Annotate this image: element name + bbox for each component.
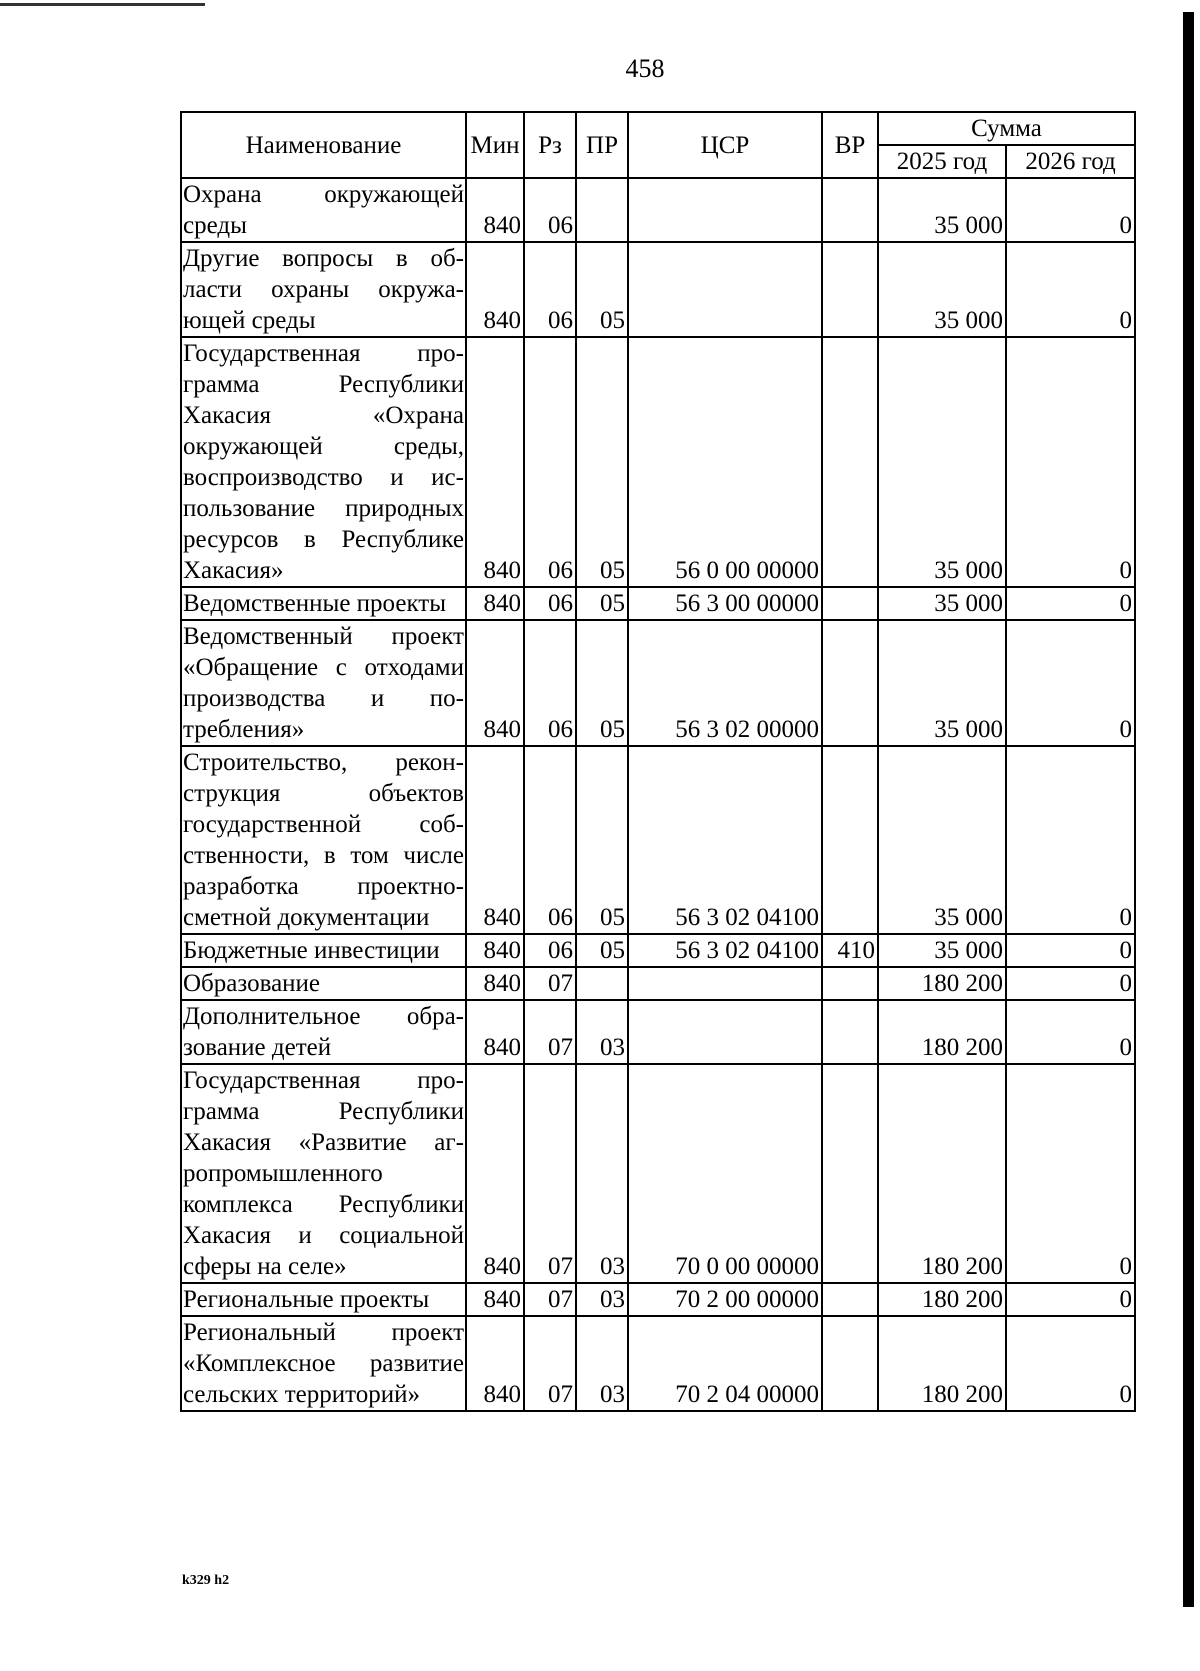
- cell-vr: [822, 620, 878, 746]
- cell-sum-2025: 35 000: [878, 242, 1006, 337]
- table-row: [181, 620, 1135, 746]
- cell-name: Региональные проекты: [181, 1283, 466, 1316]
- cell-rz: 06: [524, 587, 576, 620]
- header-min: Мин: [466, 112, 524, 178]
- footer-code: k329 h2: [182, 1573, 230, 1588]
- cell-vr: [822, 1064, 878, 1283]
- cell-csr: 56 3 02 04100: [628, 746, 822, 934]
- cell-sum-2026: 0: [1006, 967, 1135, 1000]
- cell-name: Другие вопросы в области охраны окружающей среды: [181, 242, 466, 337]
- cell-min: 840: [466, 746, 524, 934]
- cell-pr: 05: [576, 934, 628, 967]
- budget-table: [180, 111, 1136, 1412]
- cell-rz: 06: [524, 242, 576, 337]
- cell-csr: 56 3 02 00000: [628, 620, 822, 746]
- cell-csr: [628, 242, 822, 337]
- cell-sum-2025: 180 200: [878, 1316, 1006, 1411]
- cell-pr: [576, 967, 628, 1000]
- cell-sum-2026: 0: [1006, 587, 1135, 620]
- cell-min: 840: [466, 934, 524, 967]
- page-number: 458: [625, 54, 665, 83]
- cell-csr: [628, 967, 822, 1000]
- cell-min: 840: [466, 242, 524, 337]
- cell-min: 840: [466, 1000, 524, 1064]
- header-year-2026: 2026 год: [1006, 145, 1135, 178]
- cell-sum-2025: 35 000: [878, 746, 1006, 934]
- cell-csr: 56 3 00 00000: [628, 587, 822, 620]
- header-csr: ЦСР: [628, 112, 822, 178]
- table-row: [181, 1064, 1135, 1283]
- cell-csr: 70 0 00 00000: [628, 1064, 822, 1283]
- cell-rz: 07: [524, 1064, 576, 1283]
- cell-rz: 07: [524, 1283, 576, 1316]
- cell-sum-2026: 0: [1006, 178, 1135, 242]
- cell-min: 840: [466, 620, 524, 746]
- cell-name: Региональный проект «Комплексное развитие сельских территорий»: [181, 1316, 466, 1411]
- cell-sum-2025: 180 200: [878, 1000, 1006, 1064]
- cell-pr: [576, 178, 628, 242]
- cell-name: Ведомственный проект «Обращение с отходами производства и потребления»: [181, 620, 466, 746]
- cell-min: 840: [466, 1283, 524, 1316]
- table-row: [181, 587, 1135, 620]
- header-year-2025: 2025 год: [878, 145, 1006, 178]
- cell-min: 840: [466, 1064, 524, 1283]
- cell-min: 840: [466, 1316, 524, 1411]
- cell-name: Ведомственные проекты: [181, 587, 466, 620]
- cell-rz: 07: [524, 1316, 576, 1411]
- cell-sum-2026: 0: [1006, 1064, 1135, 1283]
- cell-sum-2025: 35 000: [878, 587, 1006, 620]
- cell-csr: 70 2 00 00000: [628, 1283, 822, 1316]
- cell-pr: 03: [576, 1000, 628, 1064]
- cell-vr: 410: [822, 934, 878, 967]
- cell-rz: 07: [524, 1000, 576, 1064]
- cell-sum-2026: 0: [1006, 746, 1135, 934]
- cell-name: Строительство, реконструкция объектов государственной собственности, в том числе разработка проектно-сметной документации: [181, 746, 466, 934]
- cell-name: Дополнительное образование детей: [181, 1000, 466, 1064]
- cell-vr: [822, 967, 878, 1000]
- cell-vr: [822, 746, 878, 934]
- cell-rz: 06: [524, 746, 576, 934]
- table-row: [181, 934, 1135, 967]
- cell-pr: 03: [576, 1316, 628, 1411]
- cell-min: 840: [466, 178, 524, 242]
- cell-name: Охрана окружающей среды: [181, 178, 466, 242]
- header-row: [181, 112, 1135, 145]
- cell-vr: [822, 242, 878, 337]
- cell-vr: [822, 1000, 878, 1064]
- cell-sum-2026: 0: [1006, 242, 1135, 337]
- cell-pr: 03: [576, 1064, 628, 1283]
- cell-vr: [822, 587, 878, 620]
- cell-pr: 05: [576, 620, 628, 746]
- cell-sum-2025: 180 200: [878, 967, 1006, 1000]
- cell-rz: 06: [524, 934, 576, 967]
- cell-sum-2026: 0: [1006, 620, 1135, 746]
- cell-sum-2026: 0: [1006, 934, 1135, 967]
- cell-sum-2026: 0: [1006, 1316, 1135, 1411]
- cell-pr: 03: [576, 1283, 628, 1316]
- cell-csr: 56 0 00 00000: [628, 337, 822, 587]
- cell-sum-2026: 0: [1006, 337, 1135, 587]
- cell-sum-2026: 0: [1006, 1000, 1135, 1064]
- table-row: [181, 1316, 1135, 1411]
- table-row: [181, 746, 1135, 934]
- cell-vr: [822, 337, 878, 587]
- cell-csr: 56 3 02 04100: [628, 934, 822, 967]
- cell-sum-2025: 180 200: [878, 1064, 1006, 1283]
- cell-rz: 06: [524, 620, 576, 746]
- table-row: [181, 337, 1135, 587]
- cell-csr: [628, 1000, 822, 1064]
- scan-edge-bar: [1183, 12, 1194, 1607]
- cell-min: 840: [466, 587, 524, 620]
- header-name: Наименование: [181, 112, 466, 178]
- cell-name: Образование: [181, 967, 466, 1000]
- cell-rz: 06: [524, 337, 576, 587]
- cell-min: 840: [466, 337, 524, 587]
- top-edge-rule: [0, 3, 205, 6]
- cell-rz: 07: [524, 967, 576, 1000]
- cell-vr: [822, 1283, 878, 1316]
- table-row: [181, 967, 1135, 1000]
- cell-pr: 05: [576, 587, 628, 620]
- cell-sum-2025: 35 000: [878, 337, 1006, 587]
- table-row: [181, 1000, 1135, 1064]
- cell-sum-2025: 35 000: [878, 934, 1006, 967]
- header-pr: ПР: [576, 112, 628, 178]
- cell-vr: [822, 1316, 878, 1411]
- table-row: [181, 242, 1135, 337]
- cell-sum-2025: 35 000: [878, 178, 1006, 242]
- table-row: [181, 178, 1135, 242]
- cell-vr: [822, 178, 878, 242]
- header-sum: Сумма: [878, 112, 1135, 145]
- cell-csr: [628, 178, 822, 242]
- cell-name: Государственная программа Республики Хакасия «Охрана окружающей среды, воспроизводство и использование природных ресурсов в Республике Хакасия»: [181, 337, 466, 587]
- cell-name: Государственная программа Республики Хакасия «Развитие агропромышленного комплекса Республики Хакасия и социальной сферы на селе»: [181, 1064, 466, 1283]
- header-rz: Рз: [524, 112, 576, 178]
- table-row: [181, 1283, 1135, 1316]
- cell-sum-2025: 180 200: [878, 1283, 1006, 1316]
- cell-pr: 05: [576, 337, 628, 587]
- cell-pr: 05: [576, 746, 628, 934]
- cell-min: 840: [466, 967, 524, 1000]
- cell-rz: 06: [524, 178, 576, 242]
- cell-sum-2025: 35 000: [878, 620, 1006, 746]
- cell-csr: 70 2 04 00000: [628, 1316, 822, 1411]
- header-vr: ВР: [822, 112, 878, 178]
- cell-name: Бюджетные инвестиции: [181, 934, 466, 967]
- cell-pr: 05: [576, 242, 628, 337]
- cell-sum-2026: 0: [1006, 1283, 1135, 1316]
